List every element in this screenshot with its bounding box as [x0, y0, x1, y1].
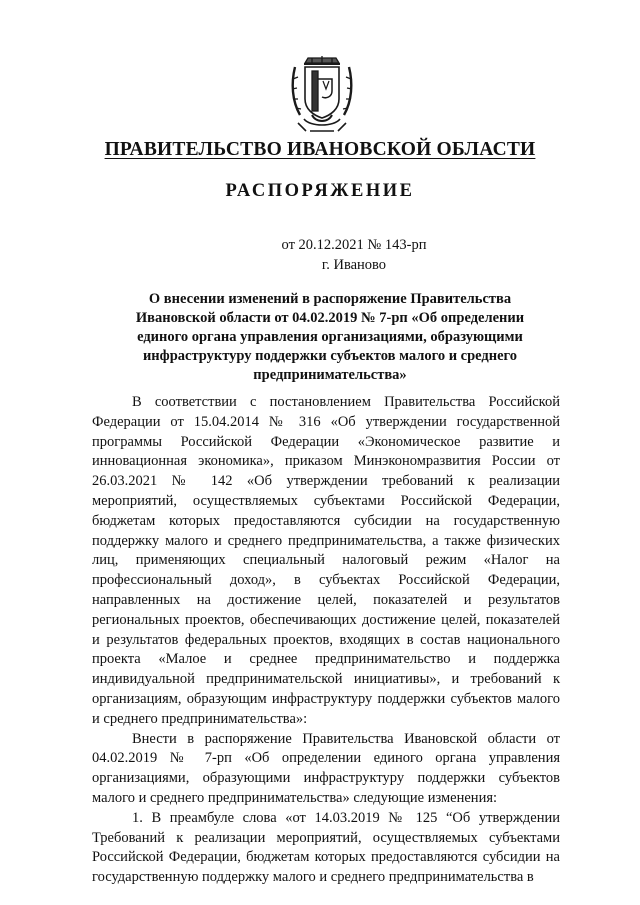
document-subject: О внесении изменений в распоряжение Правительства Ивановской области от 04.02.2019 № 7-рп «Об определении единого органа управления организациями, образующими инфраструктуру поддержки субъектов малого и среднего предпринимательства»: [135, 291, 525, 383]
document-type: РАСПОРЯЖЕНИЕ: [225, 181, 415, 201]
body-paragraph: В соответствии с постановлением Правительства Российской Федерации от 15.04.2014 № 316 «Об утверждении государственной программы Российской Федерации «Экономическое развитие и инновационная экономика», приказом Минэкономразвития России от 26.03.2021 № 142 «Об утверждении требований к реализации мероприятий, осуществляемых субъектами Российской Федерации, бюджетам которых предоставляются субсидии на государственную поддержку малого и среднего предпринимательства, а также физических лиц, применяющих специальный налоговый режим «Налог на профессиональный доход», в субъектах Российской Федерации, направленных на достижение целей, показателей и результатов региональных проектов, обеспечивающих достижение целей, показателей и результатов федеральных проектов, входящих в состав национального проекта «Малое и среднее предпринимательство и поддержка индивидуальной предпринимательской инициативы», и требований к организациям, образующим инфраструктуру поддержки субъектов малого и среднего предпринимательства»:: [92, 394, 560, 727]
body-paragraph: 1. В преамбуле слова «от 14.03.2019 № 125 “Об утверждении Требований к реализации мероприятий, осуществляемых субъектами Российской Федерации, бюджетам которых предоставляются субсидии на государственную поддержку малого и среднего предпринимательства в: [92, 809, 560, 886]
document-body: [92, 393, 560, 888]
organization-title: ПРАВИТЕЛЬСТВО ИВАНОВСКОЙ ОБЛАСТИ: [104, 139, 536, 160]
document-city: г. Иваново: [321, 257, 387, 273]
coat-of-arms-icon: [290, 55, 354, 137]
document-date-number: от 20.12.2021 № 143-рп: [281, 237, 427, 253]
body-paragraph: Внести в распоряжение Правительства Ивановской области от 04.02.2019 № 7-рп «Об определении единого органа управления организациями, образующими инфраструктуру поддержки субъектов малого и среднего предпринимательства» следующие изменения:: [92, 730, 560, 806]
